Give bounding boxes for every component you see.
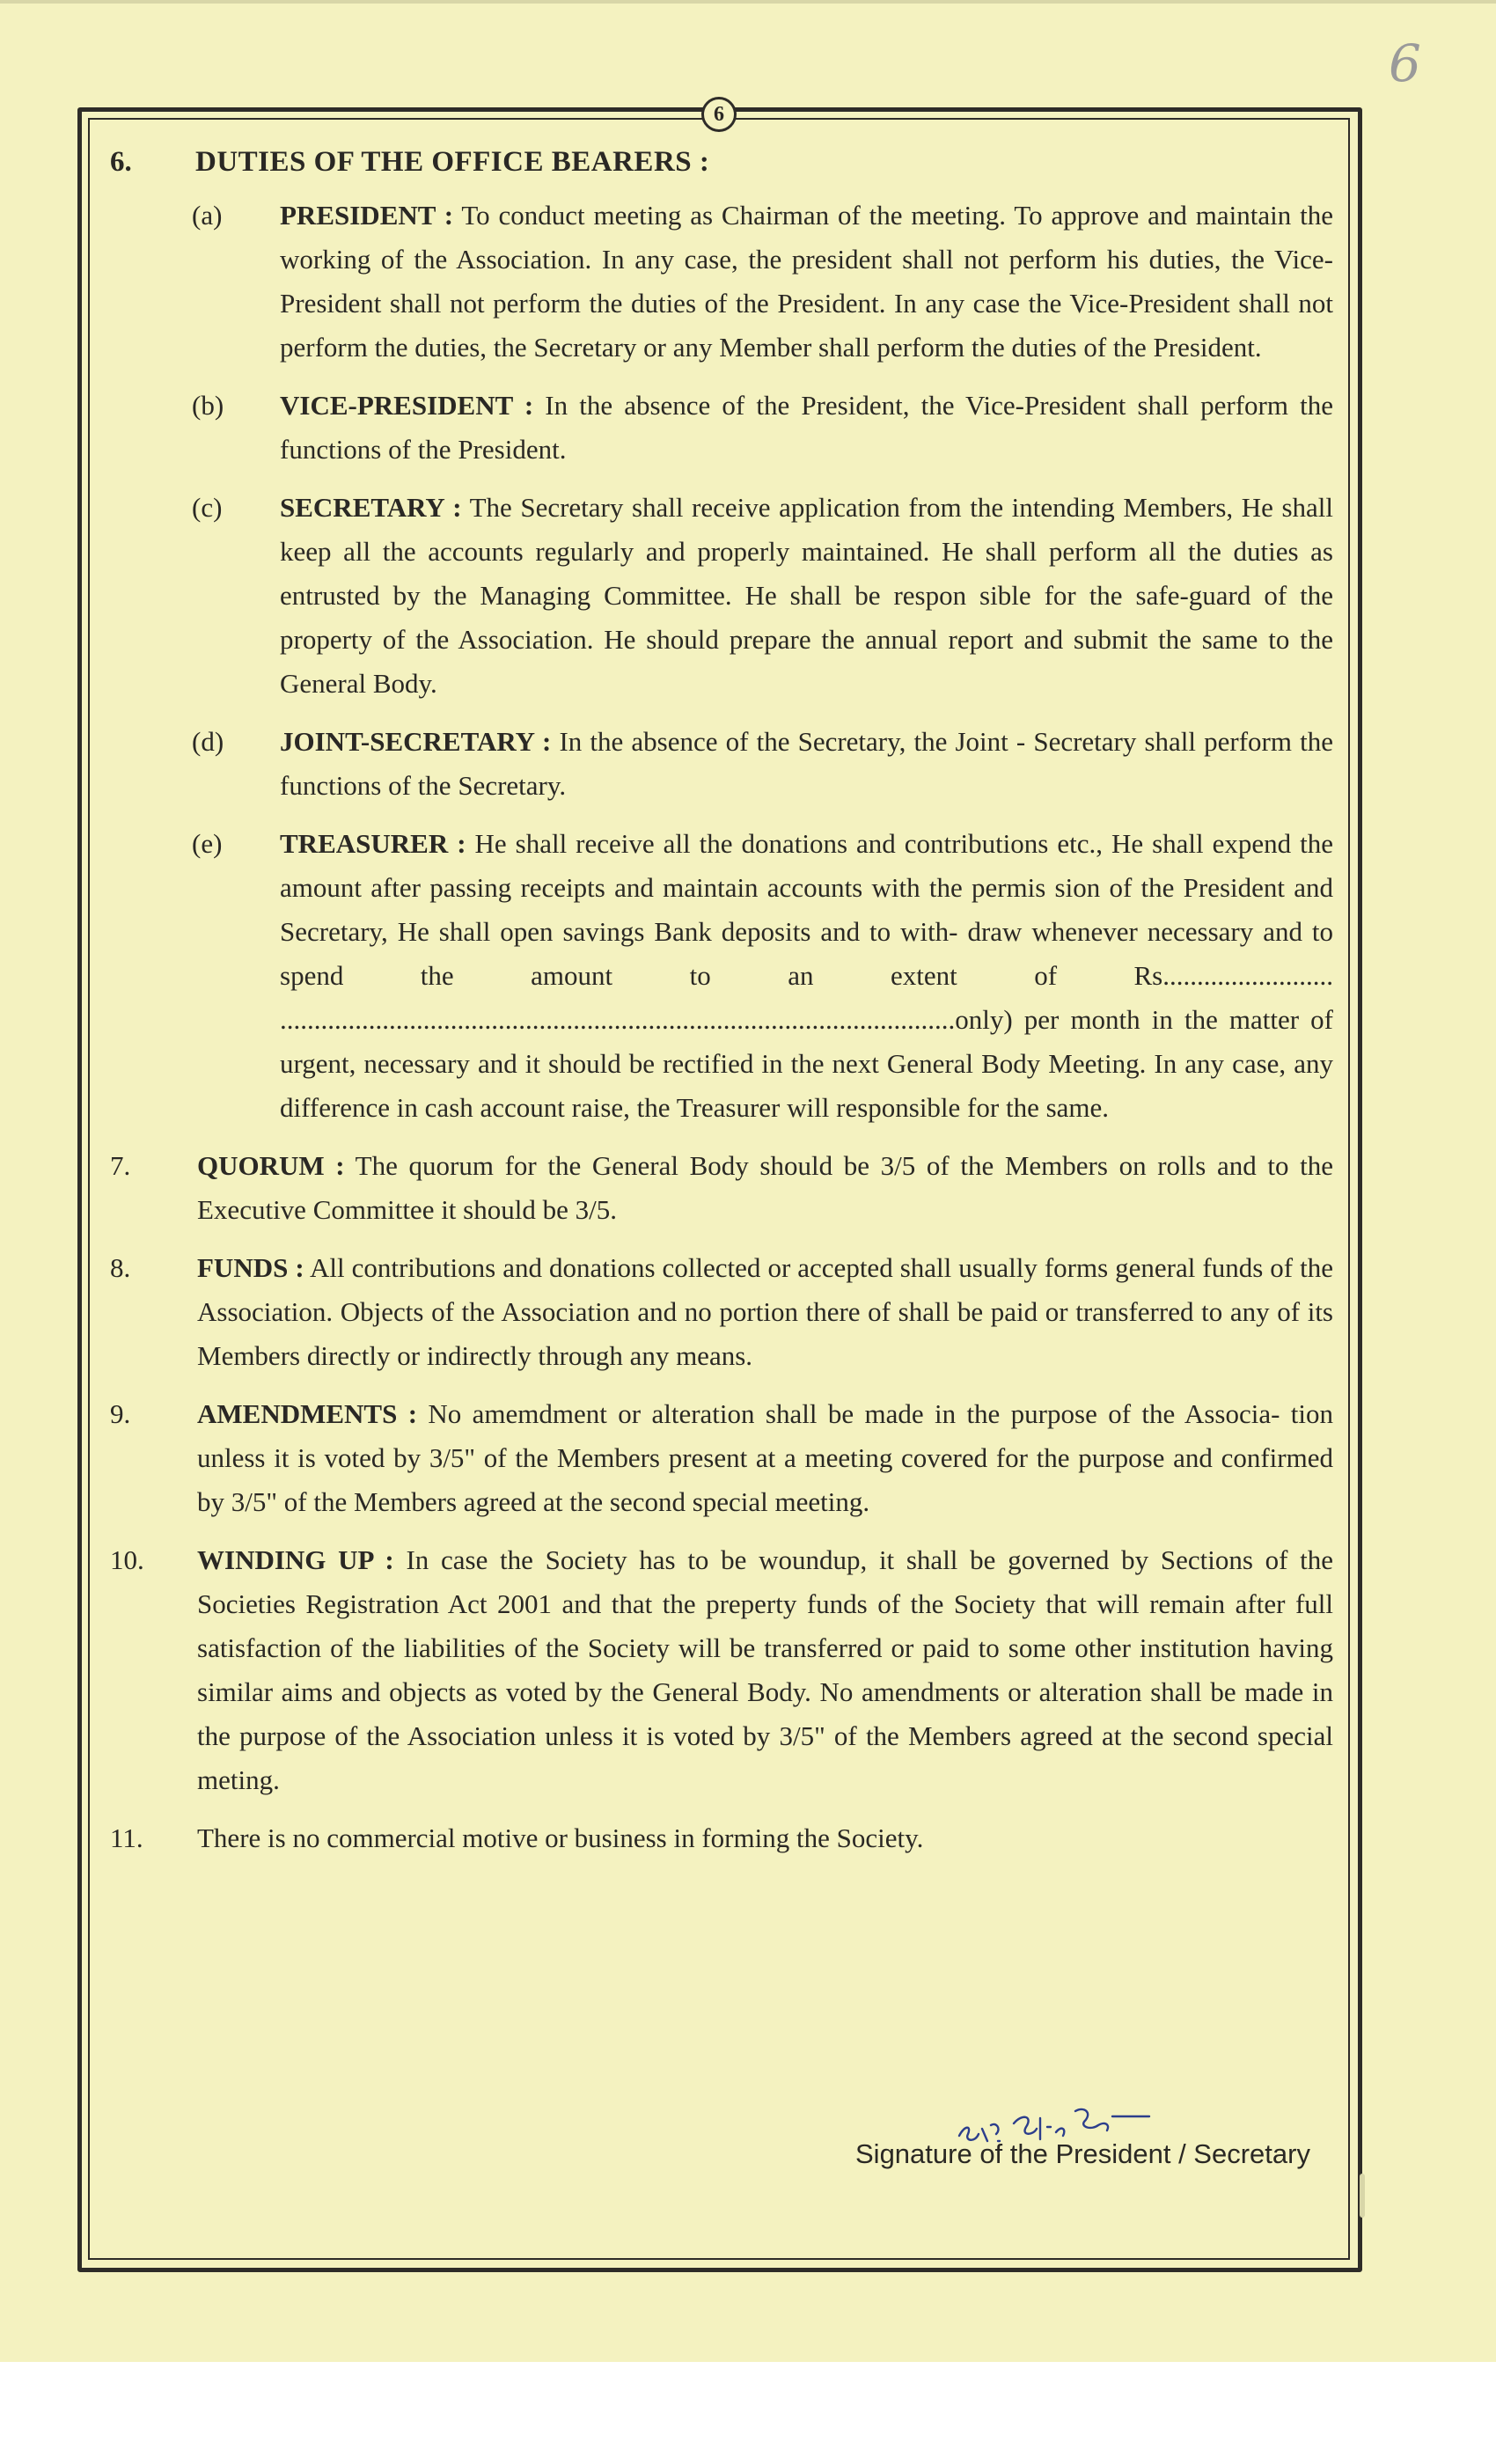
- section-title: FUNDS :: [197, 1252, 304, 1283]
- duty-title: JOINT-SECRETARY :: [280, 726, 552, 757]
- duty-label: (a): [192, 200, 223, 231]
- section-number: 10.: [110, 1544, 144, 1575]
- document-body: [106, 141, 1333, 1874]
- section-text: There is no commercial motive or business in forming the Society.: [197, 1822, 924, 1853]
- duty-president: [106, 194, 1333, 370]
- corner-page-number: 6: [1389, 33, 1421, 93]
- signature-caption: Signature of the President / Secretary: [855, 2138, 1310, 2169]
- edge-mark: [1360, 2174, 1365, 2218]
- section-number: 7.: [110, 1150, 131, 1181]
- section-title: WINDING UP :: [197, 1544, 394, 1575]
- section-number: 6.: [110, 146, 132, 178]
- section-funds: [106, 1246, 1333, 1378]
- duty-title: VICE-PRESIDENT :: [280, 390, 534, 421]
- section-amendments: [106, 1392, 1333, 1524]
- page-number-circle: 6: [701, 97, 737, 132]
- duty-label: (c): [192, 492, 223, 523]
- section-number: 9.: [110, 1398, 131, 1429]
- duty-joint-secretary: [106, 720, 1333, 808]
- duty-treasurer: [106, 822, 1333, 1130]
- duty-title: TREASURER :: [280, 828, 466, 859]
- duty-text: The Secretary shall receive application from the intending Members, He shall keep all the accounts regularly and properly maintained. He shall perform all the duties as entrusted by the Managing Committee. He shall be respon sible for the safe-guard of the property of the Association. He should prepare the annual report and submit the same to the General Body.: [280, 492, 1333, 699]
- top-edge-shadow: [0, 0, 1496, 4]
- duty-title: SECRETARY :: [280, 492, 462, 523]
- section-winding-up: [106, 1538, 1333, 1802]
- section-heading: [106, 141, 1333, 194]
- section-text: All contributions and donations collected or accepted shall usually forms general funds of the Association. Objects of the Association and no portion there of shall be paid or transferred to any of its Members directly or indirectly through any means.: [197, 1252, 1333, 1371]
- section-commercial-motive: [106, 1816, 1333, 1860]
- duty-text: He shall receive all the donations and contributions etc., He shall expend the amount after passing receipts and maintain accounts with the permis sion of the President and Secretary, He shall open savings Bank deposits and to with- draw whenever necessary and to spend the amount to an extent of Rs......................... ...................................................................................................only) per month in the matter of urgent, necessary and it should be rectified in the next General Body Meeting. In any case, any difference in cash account raise, the Treasurer will responsible for the same.: [280, 828, 1334, 1123]
- duty-label: (d): [192, 726, 224, 757]
- section-number: 8.: [110, 1252, 131, 1283]
- duty-label: (e): [192, 828, 223, 859]
- duty-vice-president: [106, 384, 1333, 472]
- duty-secretary: [106, 486, 1333, 706]
- duty-text: In the absence of the President, the Vice-President shall perform the functions of the President.: [280, 390, 1333, 465]
- section-title: AMENDMENTS :: [197, 1398, 418, 1429]
- duty-title: PRESIDENT :: [280, 200, 454, 231]
- section-title: DUTIES OF THE OFFICE BEARERS :: [195, 146, 710, 178]
- section-number: 11.: [110, 1822, 143, 1853]
- duty-label: (b): [192, 390, 224, 421]
- duty-text: To conduct meeting as Chairman of the meeting. To approve and maintain the working of the Association. In any case, the president shall not perform his duties, the Vice-President shall not perform the duties of the President. In any case the Vice-President shall not perform the duties, the Secretary or any Member shall perform the duties of the President.: [280, 200, 1333, 363]
- section-text: No amemdment or alteration shall be made in the purpose of the Associa- tion unless it is voted by 3/5" of the Members present at a meeting covered for the purpose and confirmed by 3/5" of the Members agreed at the second special meeting.: [197, 1398, 1333, 1517]
- section-quorum: [106, 1144, 1333, 1232]
- duty-text: In the absence of the Secretary, the Joint - Secretary shall perform the functions of the Secretary.: [280, 726, 1333, 801]
- section-title: QUORUM :: [197, 1150, 345, 1181]
- section-text: In case the Society has to be woundup, it shall be governed by Sections of the Societies Registration Act 2001 and that the preperty funds of the Society that will remain after full satisfaction of the liabilities of the Society will be transferred or paid to some other institution having similar aims and objects as voted by the General Body. No amendments or alteration shall be made in the purpose of the Association unless it is voted by 3/5" of the Members agreed at the second special meting.: [197, 1544, 1333, 1795]
- section-text: The quorum for the General Body should be 3/5 of the Members on rolls and to the Executive Committee it should be 3/5.: [197, 1150, 1333, 1225]
